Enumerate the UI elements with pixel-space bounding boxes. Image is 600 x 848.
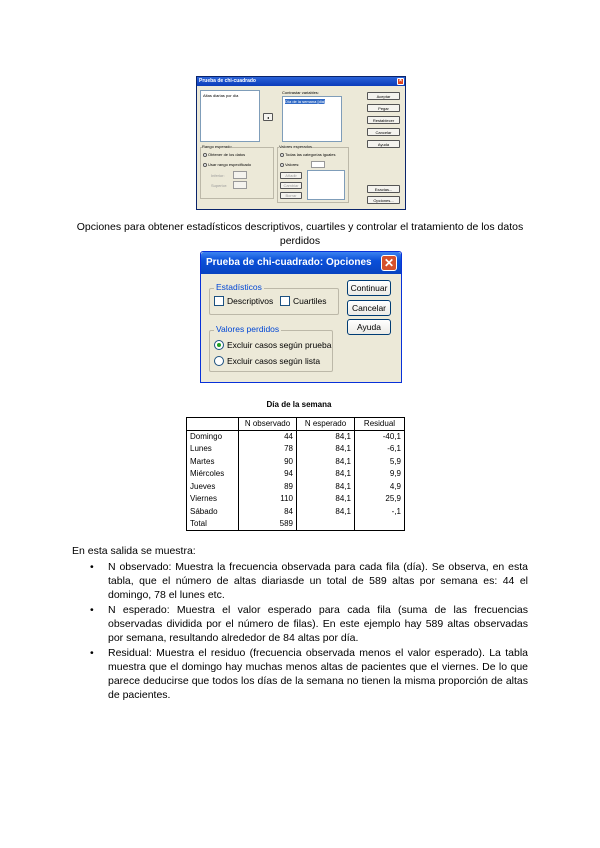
table-cell: 4,9 xyxy=(355,480,405,493)
table-row xyxy=(187,505,405,518)
checkbox-icon[interactable] xyxy=(280,296,290,306)
table-header: Residual xyxy=(355,418,405,431)
bullet-icon: • xyxy=(90,604,94,616)
table-header: N observado xyxy=(239,418,297,431)
intro-text: En esta salida se muestra: xyxy=(72,545,196,557)
table-cell: 84,1 xyxy=(297,443,355,456)
table-cell: -40,1 xyxy=(355,430,405,443)
lower-label: Inferior: xyxy=(211,173,225,178)
row-label: Martes xyxy=(187,455,239,468)
table-cell: 89 xyxy=(239,480,297,493)
exact-button[interactable]: Exactas... xyxy=(367,185,400,193)
change-value-button[interactable]: Cambiar xyxy=(280,182,302,189)
table-cell: 84,1 xyxy=(297,468,355,481)
options-dialog-titlebar xyxy=(201,252,401,274)
continue-button[interactable]: Continuar xyxy=(347,280,391,296)
add-value-button[interactable]: Añadir xyxy=(280,172,302,179)
table-cell: 90 xyxy=(239,455,297,468)
values-list[interactable] xyxy=(307,170,345,200)
close-icon[interactable]: × xyxy=(398,78,403,84)
source-variable-list[interactable] xyxy=(200,90,260,142)
table-header xyxy=(187,418,239,431)
list-item xyxy=(90,603,528,645)
chi-square-dialog xyxy=(196,76,406,210)
bullet-list xyxy=(90,560,528,703)
options-dialog-title: Prueba de chi-cuadrado: Opciones xyxy=(206,257,372,268)
frequency-table xyxy=(186,417,405,531)
row-label: Sábado xyxy=(187,505,239,518)
options-button[interactable]: Opciones... xyxy=(367,196,400,204)
range-from-data-option[interactable]: Obtener de los datos xyxy=(203,152,245,157)
accept-button[interactable]: Aceptar xyxy=(367,92,400,100)
table-header: N esperado xyxy=(297,418,355,431)
exclude-by-test-radio[interactable] xyxy=(214,340,331,350)
exclude-by-test-label: Excluir casos según prueba xyxy=(227,340,332,350)
statistics-legend: Estadísticos xyxy=(216,282,262,292)
upper-input[interactable] xyxy=(233,181,247,189)
missing-values-legend: Valores perdidos xyxy=(216,324,280,334)
lower-input[interactable] xyxy=(233,171,247,179)
table-row xyxy=(187,493,405,506)
table-row xyxy=(187,443,405,456)
table-row xyxy=(187,480,405,493)
upper-label: Superior: xyxy=(211,183,228,188)
values-option[interactable]: Valores: xyxy=(280,162,299,167)
table-cell: 9,9 xyxy=(355,468,405,481)
move-variable-button[interactable]: ◂ xyxy=(263,113,273,121)
all-categories-equal-option[interactable]: Todas las categorías iguales xyxy=(280,152,335,157)
bullet-icon: • xyxy=(90,647,94,659)
table-cell: 589 xyxy=(239,518,297,531)
checkbox-icon[interactable] xyxy=(214,296,224,306)
descriptives-label: Descriptivos xyxy=(227,296,274,306)
row-label: Domingo xyxy=(187,430,239,443)
remove-value-button[interactable]: Borrar xyxy=(280,192,302,199)
table-cell: 78 xyxy=(239,443,297,456)
reset-button[interactable]: Restablecer xyxy=(367,116,400,124)
list-item xyxy=(90,646,528,702)
bullet-text: N observado: Muestra la frecuencia observada para cada fila (día). Se observa, en esta tabla, que el número de altas diariasde un total de 589 altas por semana es: 44 el domingo, 78 el lunes etc. xyxy=(108,561,528,601)
row-label: Total xyxy=(187,518,239,531)
table-total-row xyxy=(187,518,405,531)
table-cell: 5,9 xyxy=(355,455,405,468)
list-item xyxy=(90,560,528,602)
table-cell: 84,1 xyxy=(297,455,355,468)
exclude-listwise-radio[interactable] xyxy=(214,356,320,366)
table-cell: 84 xyxy=(239,505,297,518)
radio-selected-icon[interactable] xyxy=(214,340,224,350)
table-cell: 84,1 xyxy=(297,505,355,518)
row-label: Lunes xyxy=(187,443,239,456)
bullet-text: N esperado: Muestra el valor esperado para cada fila (suma de las frecuencias observadas dividida por el número de filas). En este ejemplo hay 589 altas observadas por semana, resultando alrededor de 84 altas por día. xyxy=(108,604,528,644)
table-cell: -,1 xyxy=(355,505,405,518)
row-label: Viernes xyxy=(187,493,239,506)
test-variables-label: Contrastar variables: xyxy=(282,90,319,95)
test-variable-list[interactable] xyxy=(282,96,342,142)
exclude-listwise-label: Excluir casos según lista xyxy=(227,356,321,366)
table-cell: -6,1 xyxy=(355,443,405,456)
table-cell: 110 xyxy=(239,493,297,506)
help-button[interactable]: Ayuda xyxy=(367,140,400,148)
quartiles-checkbox[interactable] xyxy=(280,296,327,306)
options-dialog xyxy=(200,251,402,383)
table-cell: 84,1 xyxy=(297,430,355,443)
descriptives-checkbox[interactable] xyxy=(214,296,273,306)
expected-range-label: Rango esperado xyxy=(202,144,232,149)
row-label: Jueves xyxy=(187,480,239,493)
row-label: Miércoles xyxy=(187,468,239,481)
radio-icon[interactable] xyxy=(214,356,224,366)
table-header-row xyxy=(187,418,405,431)
range-specified-option[interactable]: Usar rango especificado xyxy=(203,162,251,167)
table-row xyxy=(187,455,405,468)
figure-caption: Opciones para obtener estadísticos descriptivos, cuartiles y controlar el tratamiento de los datos perdidos xyxy=(76,221,524,247)
table-cell: 84,1 xyxy=(297,480,355,493)
table-cell: 84,1 xyxy=(297,493,355,506)
chi-square-dialog-titlebar xyxy=(197,77,405,86)
table-cell: 44 xyxy=(239,430,297,443)
table-row xyxy=(187,430,405,443)
table-cell: 25,9 xyxy=(355,493,405,506)
table-cell xyxy=(355,518,405,531)
table-cell: 94 xyxy=(239,468,297,481)
test-variable-item[interactable]: Día de la semana [dia] xyxy=(285,99,326,104)
cancel-button[interactable]: Cancelar xyxy=(367,128,400,136)
source-list-item[interactable]: Altas diarias por día xyxy=(203,93,239,98)
bullet-text: Residual: Muestra el residuo (frecuencia observada menos el valor esperado). La tabla muestra que el domingo hay muchas menos altas de pacientes que el viernes. De lo que parece deducirse que todos los días de la semana no tienen la misma proporción de altas de pacientes. xyxy=(108,647,528,701)
help-button[interactable]: Ayuda xyxy=(347,319,391,335)
table-cell xyxy=(297,518,355,531)
quartiles-label: Cuartiles xyxy=(293,296,327,306)
chi-square-dialog-title: Prueba de chi-cuadrado xyxy=(199,78,256,84)
values-input[interactable] xyxy=(311,161,325,168)
expected-values-label: Valores esperados xyxy=(279,144,313,149)
cancel-button[interactable]: Cancelar xyxy=(347,300,391,316)
table-title: Día de la semana xyxy=(266,400,332,409)
bullet-icon: • xyxy=(90,561,94,573)
paste-button[interactable]: Pegar xyxy=(367,104,400,112)
close-icon[interactable]: ✕ xyxy=(381,255,397,271)
table-row xyxy=(187,468,405,481)
